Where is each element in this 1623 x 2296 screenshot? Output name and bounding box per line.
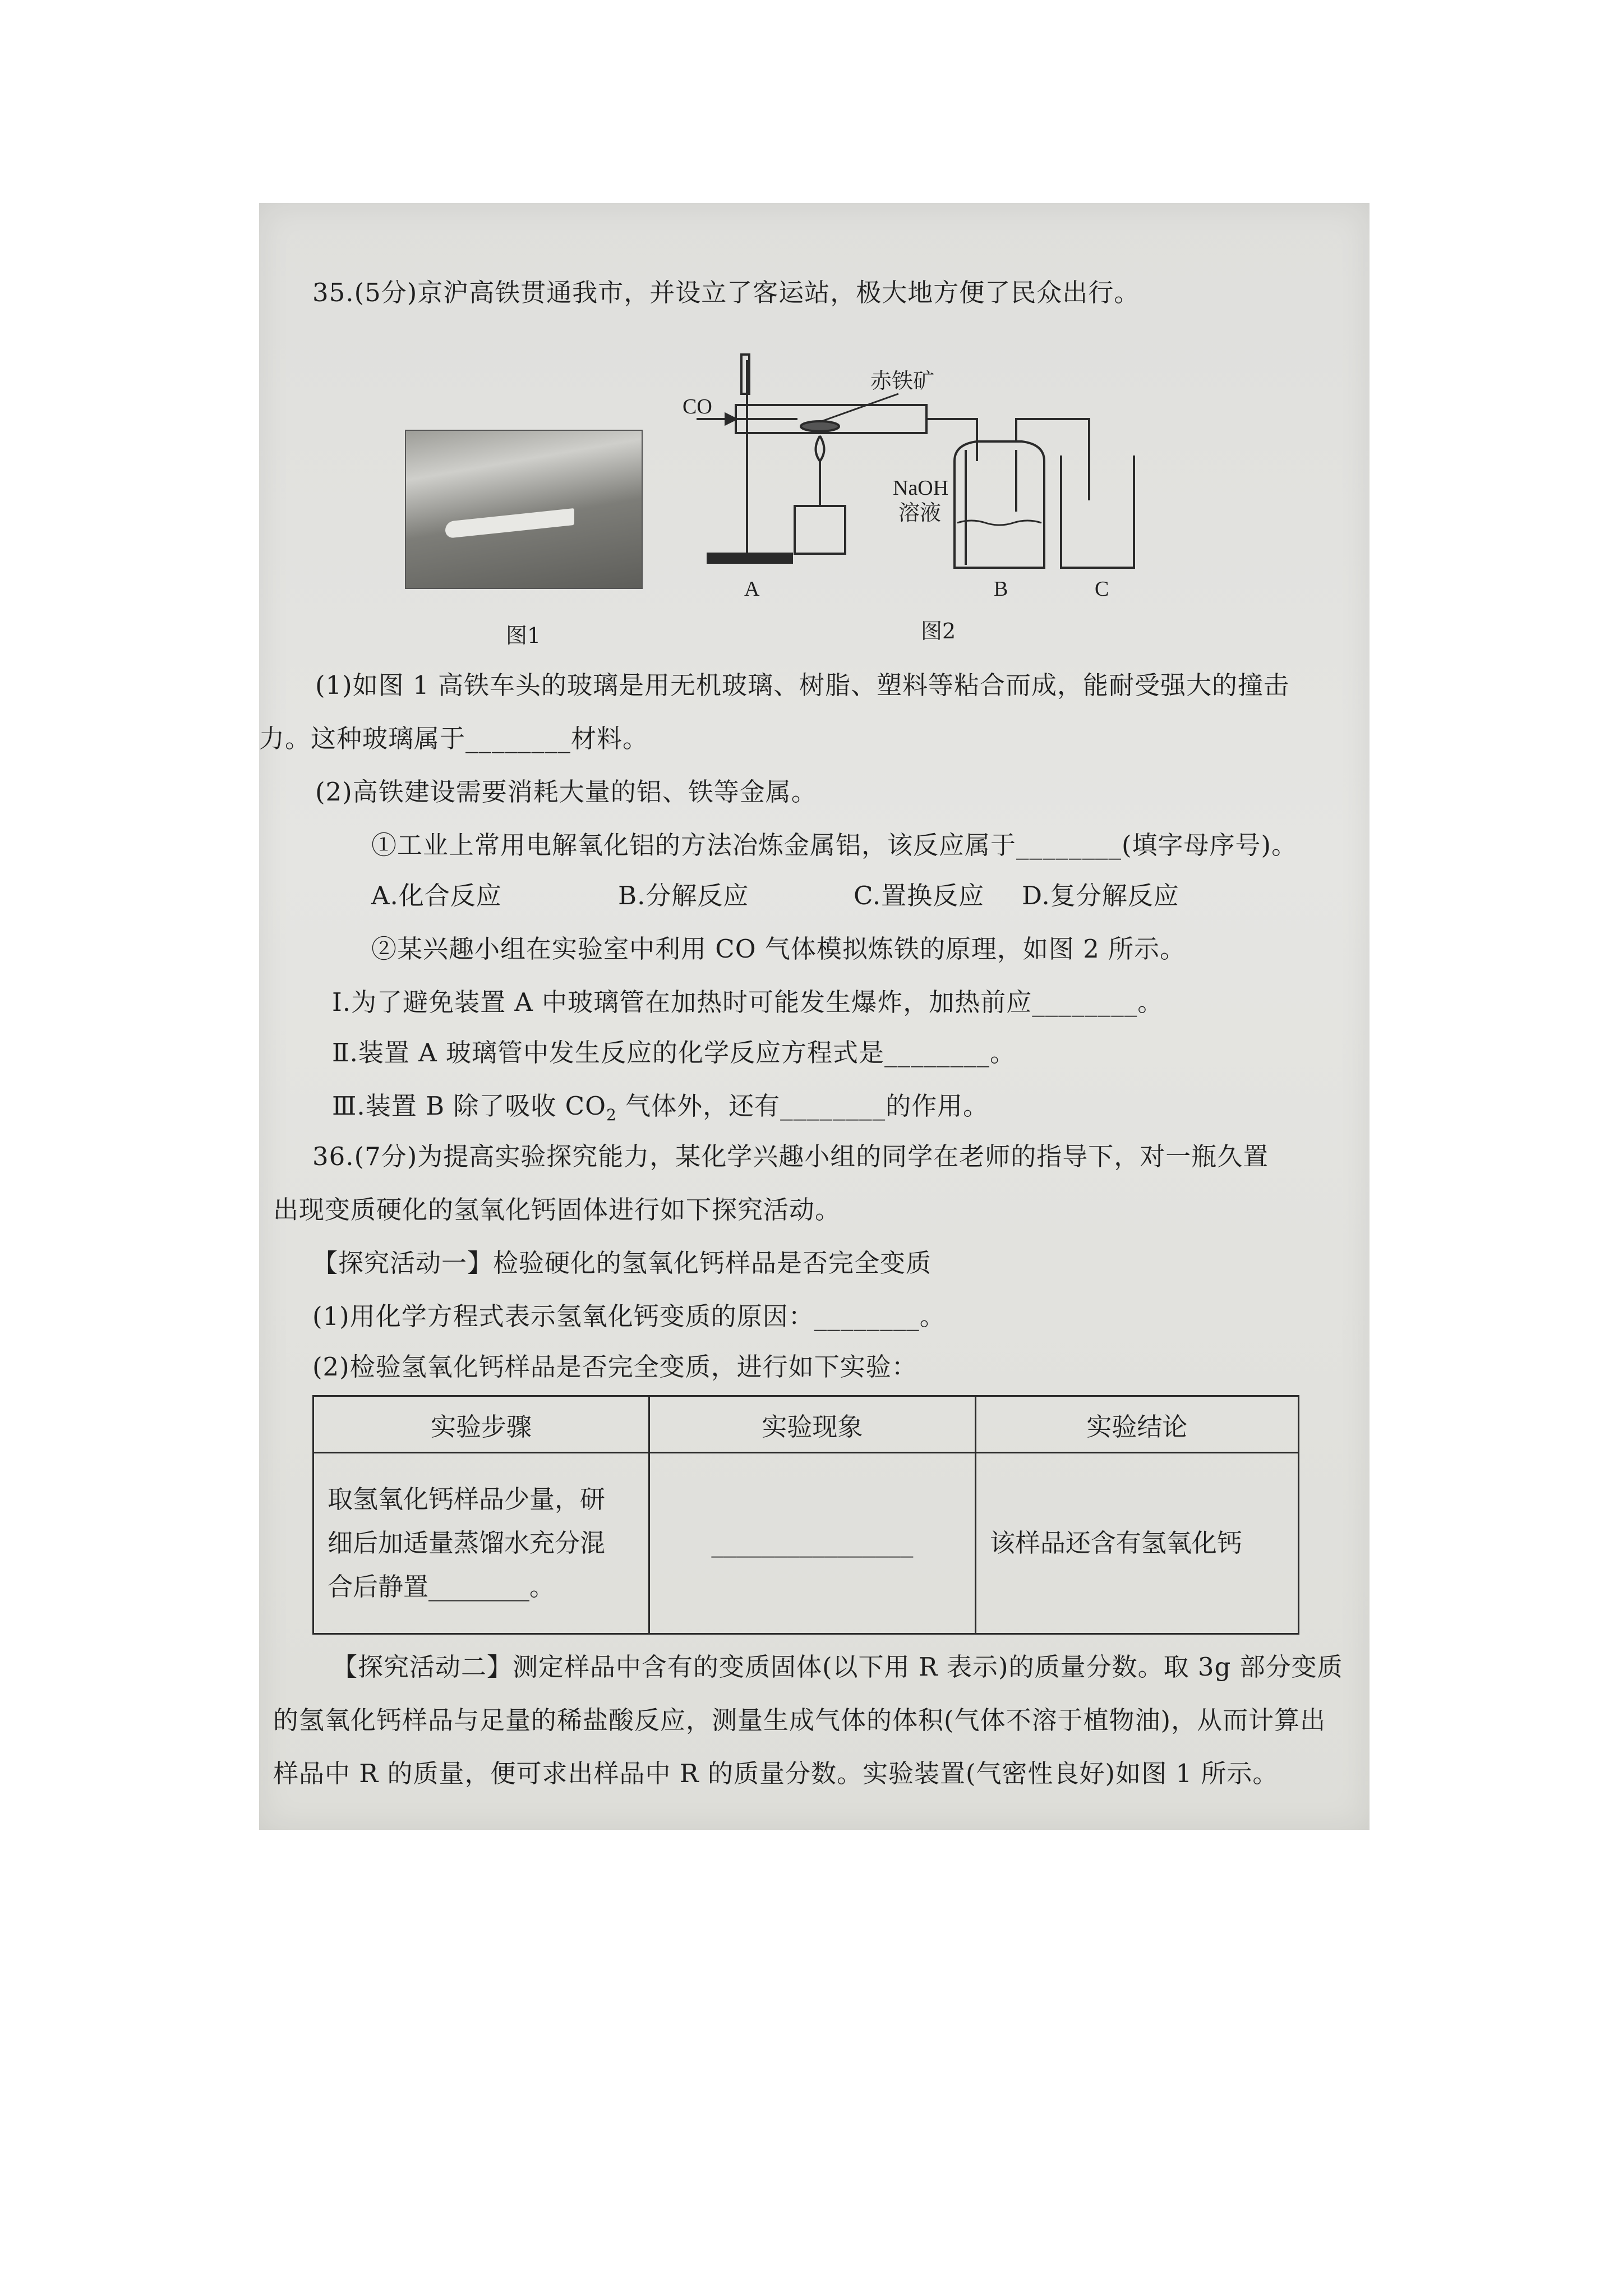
header-conclusion: 实验结论 bbox=[975, 1396, 1298, 1453]
q35-part2-sub2: ②某兴趣小组在实验室中利用 CO 气体模拟炼铁的原理，如图 2 所示。 bbox=[371, 934, 1186, 964]
option-c: C.置换反应 bbox=[854, 881, 985, 910]
experiment-table bbox=[312, 1395, 1299, 1635]
figure-1-train-photo bbox=[405, 430, 643, 589]
train-shape bbox=[445, 508, 574, 539]
activity-2-line1: 【探究活动二】测定样品中含有的变质固体(以下用 R 表示)的质量分数。取 3g 部分变质 bbox=[332, 1652, 1343, 1682]
scanned-page bbox=[259, 203, 1370, 1830]
option-a: A.化合反应 bbox=[371, 881, 502, 910]
connecting-tube-ab bbox=[926, 419, 977, 461]
option-b: B.分解反应 bbox=[618, 881, 749, 910]
figure-2-caption: 图2 bbox=[921, 619, 956, 643]
figure-1-caption: 图1 bbox=[506, 623, 541, 648]
beaker-c bbox=[1061, 455, 1134, 568]
alcohol-lamp bbox=[795, 506, 845, 554]
activity-1-q1: (1)用化学方程式表示氢氧化钙变质的原因：________。 bbox=[312, 1301, 946, 1331]
label-solution: 溶液 bbox=[898, 501, 942, 525]
table-header-row bbox=[313, 1396, 1299, 1453]
q35-item-iii: Ⅲ.装置 B 除了吸收 $CO_2$ 气体外，还有________的作用。 bbox=[332, 1091, 989, 1124]
q35-title: 35.(5分)京沪高铁贯通我市，并设立了客运站，极大地方便了民众出行。 bbox=[312, 278, 1140, 307]
header-steps: 实验步骤 bbox=[313, 1396, 649, 1453]
activity-1-heading: 【探究活动一】检验硬化的氢氧化钙样品是否完全变质 bbox=[312, 1248, 932, 1278]
flame bbox=[816, 436, 824, 461]
label-a: A bbox=[744, 577, 760, 601]
q36-title-line1: 36.(7分)为提高实验探究能力，某化学兴趣小组的同学在老师的指导下，对一瓶久置 bbox=[312, 1142, 1269, 1171]
table-row bbox=[313, 1453, 1299, 1634]
q35-item-ii: Ⅱ.装置 A 玻璃管中发生反应的化学反应方程式是________。 bbox=[332, 1038, 1016, 1068]
q35-part1-line2: 力。这种玻璃属于________材料。 bbox=[259, 724, 649, 753]
label-naoh: NaOH bbox=[893, 476, 949, 500]
ore-sample bbox=[801, 421, 839, 431]
label-ore: 赤铁矿 bbox=[870, 370, 935, 393]
bottle-b bbox=[955, 441, 1044, 568]
option-d: D.复分解反应 bbox=[1022, 881, 1179, 910]
step-line-2: 细后加适量蒸馏水充分混 bbox=[328, 1528, 606, 1558]
q35-part1-line1: (1)如图 1 高铁车头的玻璃是用无机玻璃、树脂、塑料等粘合而成，能耐受强大的撞击 bbox=[315, 670, 1289, 700]
cell-conclusion: 该样品还含有氢氧化钙 bbox=[975, 1453, 1298, 1634]
step-line-1: 取氢氧化钙样品少量，研 bbox=[328, 1484, 606, 1514]
iron-stand-base bbox=[708, 554, 792, 563]
connecting-tube-bc bbox=[1016, 419, 1089, 500]
label-co: CO bbox=[683, 395, 712, 418]
header-phenomenon: 实验现象 bbox=[649, 1396, 976, 1453]
cell-phenomenon: ________________ bbox=[649, 1453, 976, 1634]
cell-step bbox=[313, 1453, 649, 1634]
activity-2-line3: 样品中 R 的质量，便可求出样品中 R 的质量分数。实验装置(气密性良好)如图 1 所示。 bbox=[273, 1759, 1279, 1788]
activity-2-line2: 的氢氧化钙样品与足量的稀盐酸反应，测量生成气体的体积(气体不溶于植物油)，从而计算出 bbox=[273, 1705, 1326, 1735]
q35-item-i: Ⅰ.为了避免装置 A 中玻璃管在加热时可能发生爆炸，加热前应________。 bbox=[332, 987, 1164, 1017]
ore-leader-line bbox=[820, 394, 898, 422]
step-line-3: 合后静置________。 bbox=[328, 1572, 555, 1602]
label-c: C bbox=[1095, 577, 1109, 601]
q35-part2-sub1: ①工业上常用电解氧化铝的方法冶炼金属铝，该反应属于________(填字母序号)。 bbox=[371, 830, 1298, 860]
figure-2-apparatus-diagram bbox=[652, 343, 1145, 624]
q35-part2: (2)高铁建设需要消耗大量的铝、铁等金属。 bbox=[315, 777, 817, 807]
label-b: B bbox=[994, 577, 1008, 601]
q36-title-line2: 出现变质硬化的氢氧化钙固体进行如下探究活动。 bbox=[273, 1195, 841, 1225]
activity-1-q2: (2)检验氢氧化钙样品是否完全变质，进行如下实验： bbox=[312, 1352, 917, 1382]
